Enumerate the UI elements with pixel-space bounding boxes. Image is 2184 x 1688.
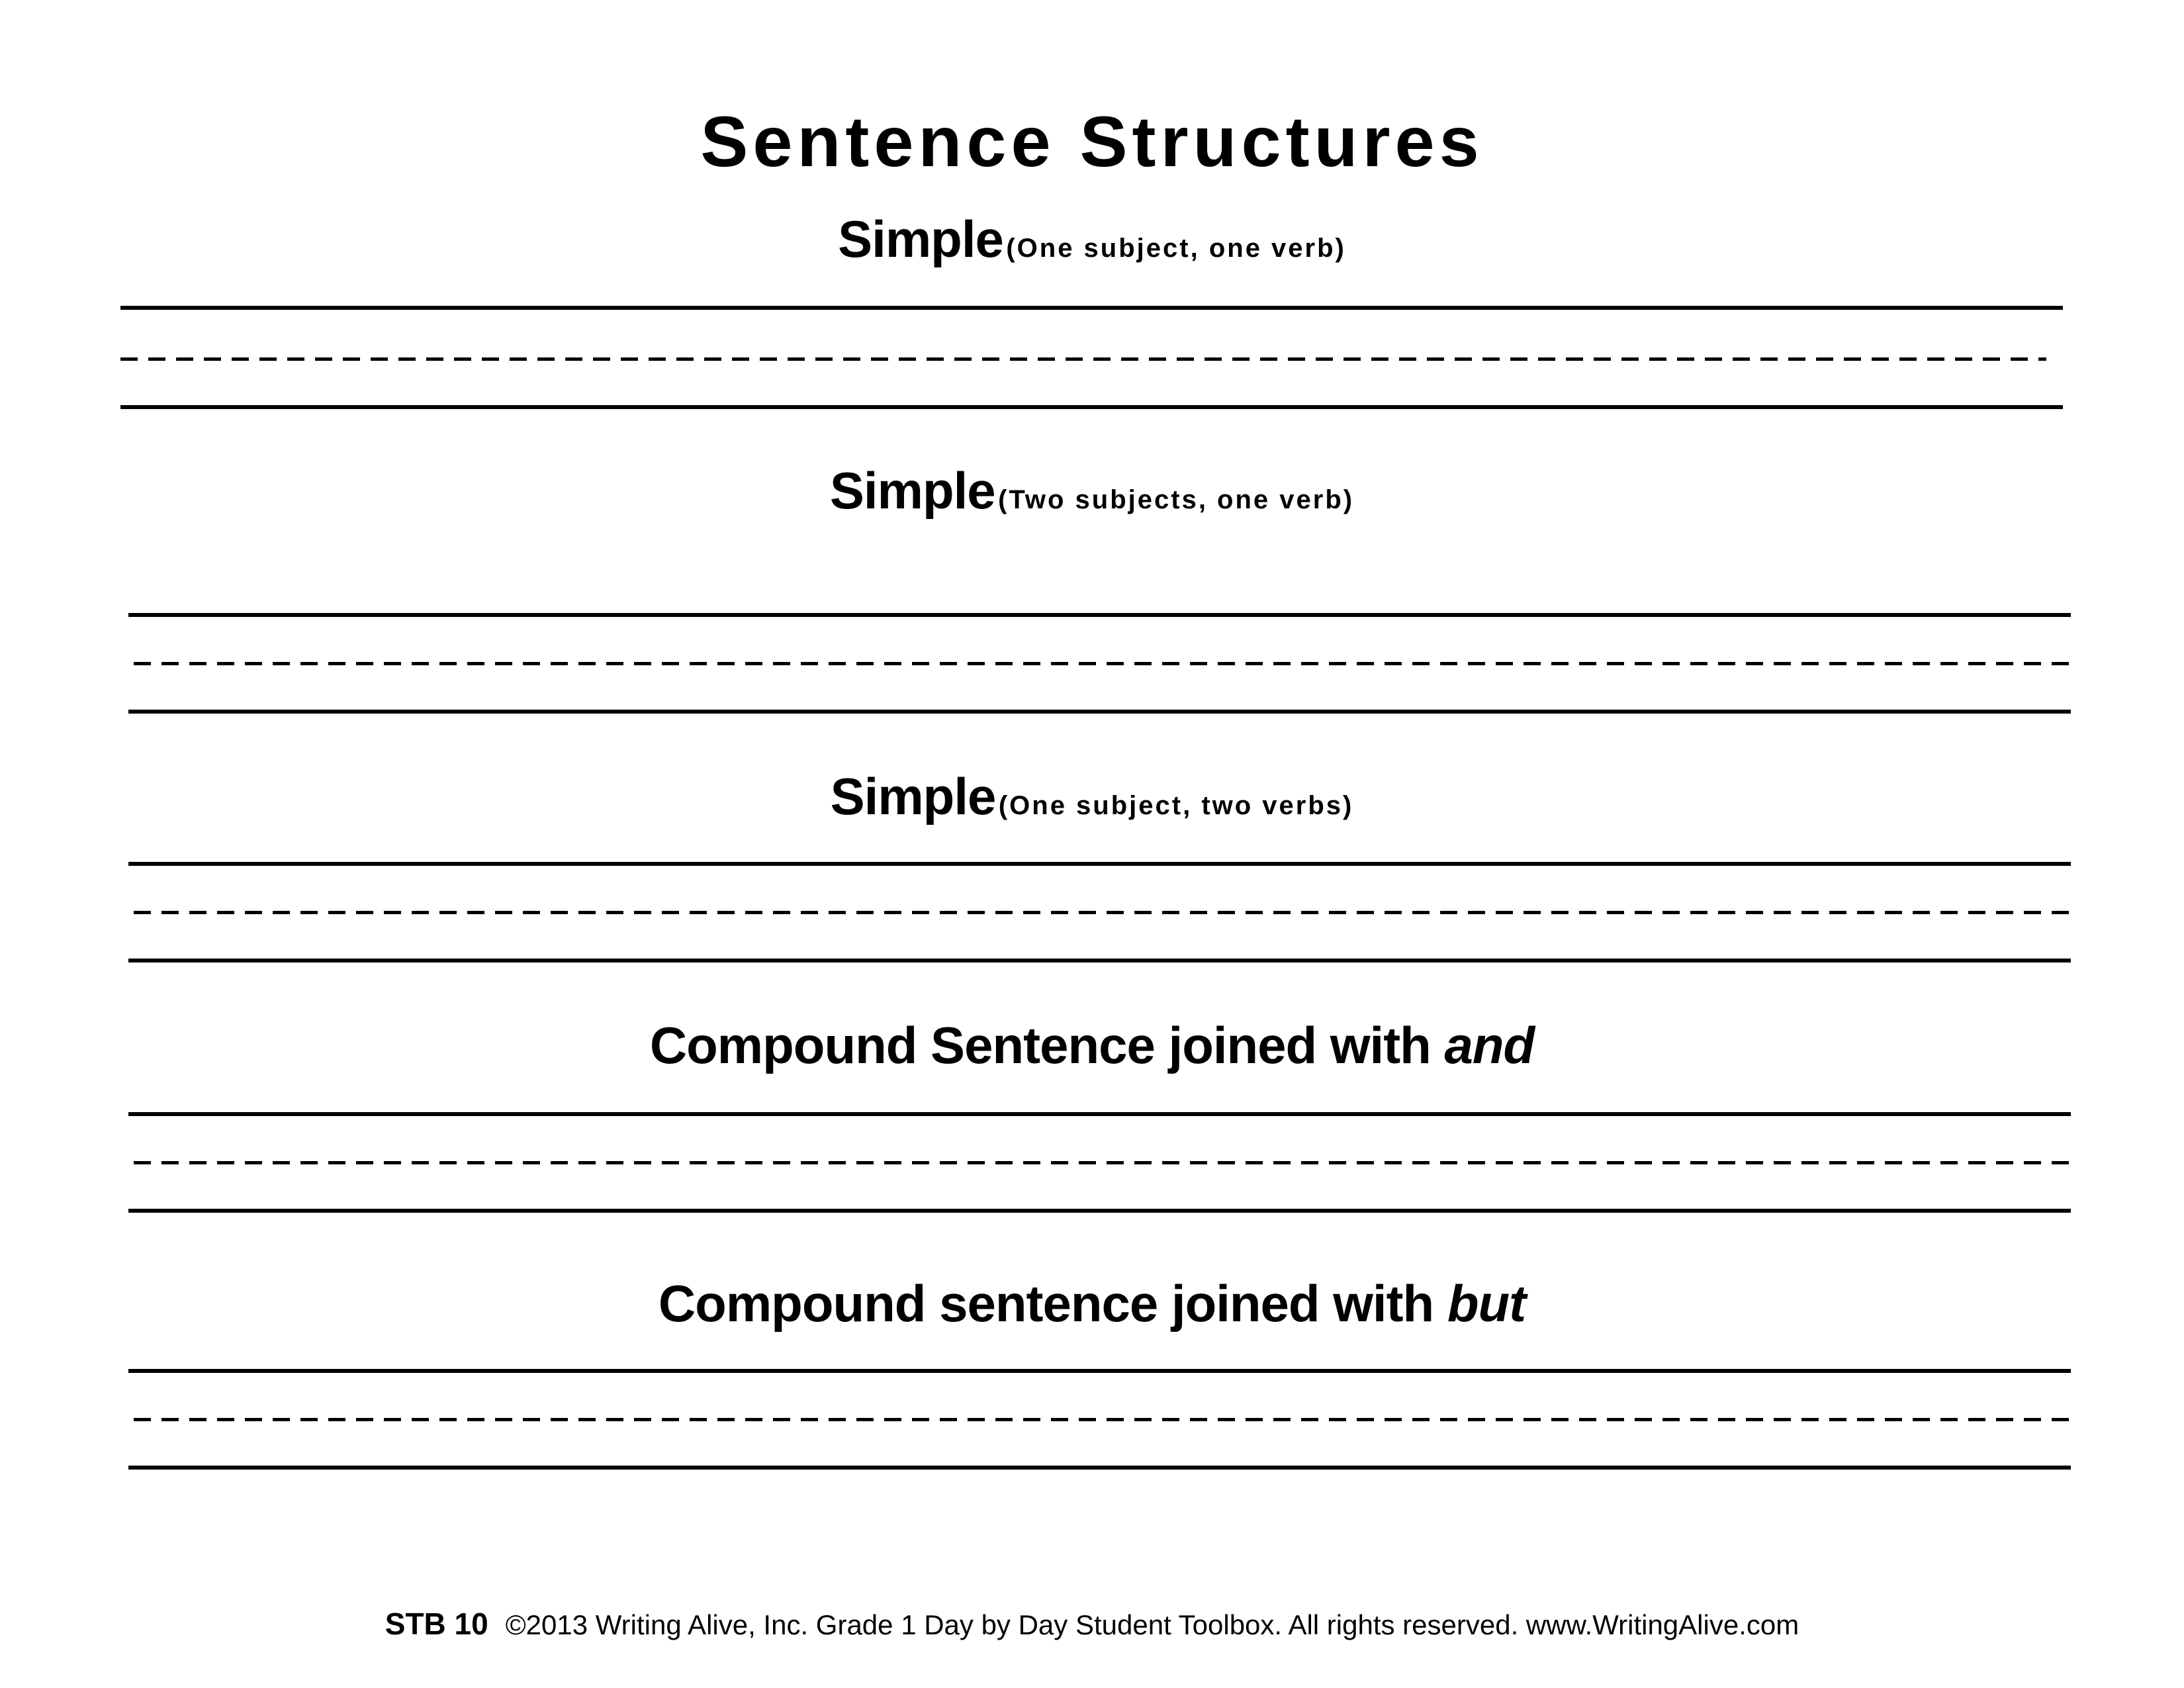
writing-line-base	[128, 1466, 2071, 1470]
section-note: (Two subjects, one verb)	[998, 485, 1355, 514]
writing-line-top	[120, 306, 2063, 310]
footer	[0, 1609, 2184, 1639]
writing-line-base	[128, 710, 2071, 714]
writing-line-base	[120, 405, 2063, 409]
writing-line-mid	[120, 357, 2046, 361]
page-code: STB 10	[385, 1607, 488, 1641]
writing-line-mid	[134, 1161, 2070, 1164]
section-heading-emphasis: but	[1447, 1274, 1526, 1333]
section-heading-5	[0, 1274, 2184, 1333]
section-heading-3	[0, 767, 2184, 825]
writing-line-top	[128, 862, 2071, 866]
section-heading-emphasis: and	[1444, 1016, 1535, 1074]
writing-line-top	[128, 613, 2071, 617]
section-note: (One subject, one verb)	[1006, 234, 1346, 263]
writing-line-mid	[134, 1418, 2070, 1421]
section-heading-4	[0, 1016, 2184, 1074]
copyright-text: ©2013 Writing Alive, Inc. Grade 1 Day by Day Student Toolbox. All rights reserved. www.WritingAlive.com	[505, 1609, 1799, 1640]
writing-line-mid	[134, 911, 2070, 914]
writing-line-mid	[134, 662, 2070, 665]
section-heading-2	[0, 461, 2184, 520]
section-heading-label: Simple	[830, 767, 996, 825]
writing-line-top	[128, 1369, 2071, 1373]
writing-line-base	[128, 959, 2071, 962]
section-heading-label: Compound Sentence joined with	[649, 1016, 1445, 1074]
writing-line-top	[128, 1112, 2071, 1116]
section-note: (One subject, two verbs)	[998, 791, 1354, 820]
page-title: Sentence Structures	[700, 101, 1484, 181]
writing-line-base	[128, 1209, 2071, 1213]
section-heading-label: Simple	[838, 210, 1003, 268]
section-heading-label: Simple	[829, 461, 995, 520]
section-heading-label: Compound sentence joined with	[658, 1274, 1447, 1333]
section-heading-1	[0, 210, 2184, 268]
